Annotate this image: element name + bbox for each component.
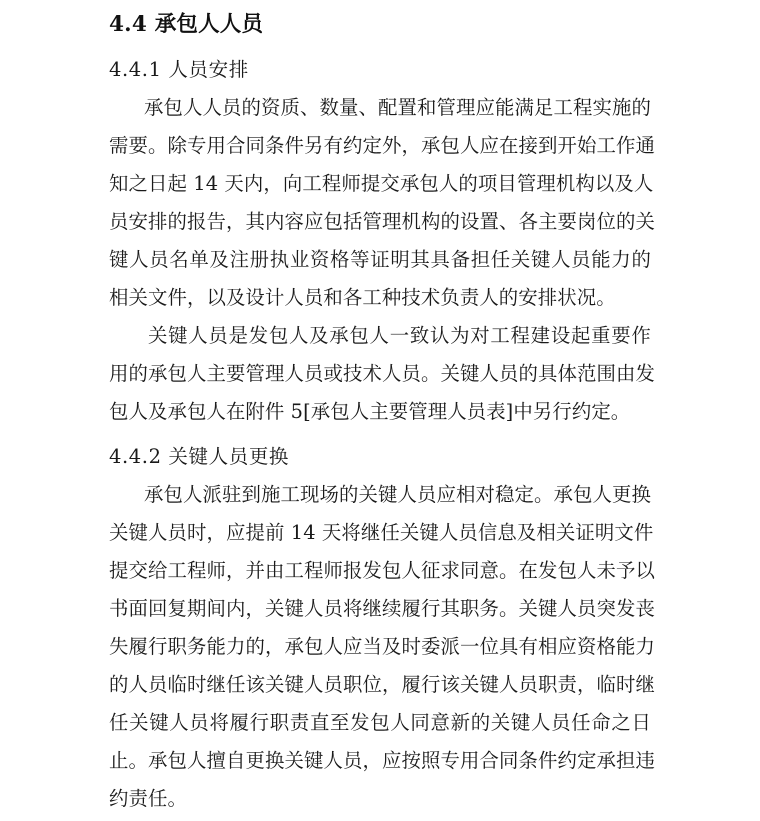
paragraph-line [109, 127, 655, 165]
paragraph-line [109, 355, 655, 393]
paragraph-line [109, 317, 651, 355]
line-text: 的 人 员 临 时 继 任 该 关 键 人 员 职 位 ， 履 行 该 关 键 人 员 职 责 ， 临 时 继 [109, 673, 655, 696]
line-text: 承 包 人 派 驻 到 施 工 现 场 的 关 键 人 员 应 相 对 稳 定 。 承 包 人 更 换 [144, 483, 651, 506]
line-text: 键 人 员 名 单 及 注 册 执 业 资 格 等 证 明 其 具 备 担 任 关 键 人 员 能 力 的 [109, 248, 651, 271]
paragraph-line-last: 相关文件，以及设计人员和各工种技术负责人的安排状况。 [109, 286, 616, 309]
heading-4-4: 4.4 承包人人员 [109, 12, 264, 37]
paragraph-line [109, 590, 655, 628]
paragraph-line [109, 514, 654, 552]
line-text: 提 交 给 工 程 师 ， 并 由 工 程 师 报 发 包 人 征 求 同 意 。 在 发 包 人 未 予 以 [109, 559, 655, 582]
paragraph-key-personnel-replacement [109, 476, 655, 818]
line-text: 需 要 。 除 专 用 合 同 条 件 另 有 约 定 外 ， 承 包 人 应 在 接 到 开 始 工 作 通 [109, 134, 655, 157]
first-line-indent [109, 317, 148, 355]
line-text: 员 安 排 的 报 告 ， 其 内 容 应 包 括 管 理 机 构 的 设 置 、 各 主 要 岗 位 的 关 [109, 210, 655, 233]
first-line-indent [109, 476, 144, 514]
paragraph-line [109, 666, 655, 704]
paragraph-line [109, 628, 655, 666]
line-text: 失 履 行 职 务 能 力 的 ， 承 包 人 应 当 及 时 委 派 一 位 具 有 相 应 资 格 能 力 [109, 635, 655, 658]
paragraph-line [109, 89, 651, 127]
document-body [109, 0, 655, 818]
heading-4-4-2: 4.4.2 关键人员更换 [109, 445, 290, 468]
line-text: 书 面 回 复 期 间 内 ， 关 键 人 员 将 继 续 履 行 其 职 务 。 关 键 人 员 突 发 丧 [109, 597, 655, 620]
paragraph-personnel-arrangement [109, 89, 655, 317]
line-text: 知 之 日 起 1 4 天 内 ， 向 工 程 师 提 交 承 包 人 的 项 目 管 理 机 构 以 及 人 [109, 172, 654, 195]
paragraph-line-last: 约责任。 [109, 787, 187, 810]
paragraph-line [109, 241, 651, 279]
paragraph-line [109, 742, 655, 780]
line-text: 承 包 人 人 员 的 资 质 、 数 量 、 配 置 和 管 理 应 能 满 足 工 程 实 施 的 [144, 96, 651, 119]
paragraph-line [109, 203, 655, 241]
line-text: 关 键 人 员 时 ， 应 提 前 1 4 天 将 继 任 关 键 人 员 信 息 及 相 关 证 明 文 件 [109, 521, 654, 544]
paragraph-key-personnel-definition [109, 317, 655, 431]
paragraph-line [109, 165, 654, 203]
heading-4-4-1: 4.4.1 人员安排 [109, 58, 249, 81]
paragraph-line [109, 552, 655, 590]
line-text: 止 。 承 包 人 擅 自 更 换 关 键 人 员 ， 应 按 照 专 用 合 同 条 件 约 定 承 担 违 [109, 749, 655, 772]
line-text: 用 的 承 包 人 主 要 管 理 人 员 或 技 术 人 员 。 关 键 人 员 的 具 体 范 围 由 发 [109, 362, 655, 385]
paragraph-line-last: 包人及承包人在附件 5[承包人主要管理人员表]中另行约定。 [109, 400, 631, 423]
first-line-indent [109, 89, 144, 127]
line-text: 关 键 人 员 是 发 包 人 及 承 包 人 一 致 认 为 对 工 程 建 设 起 重 要 作 [148, 324, 651, 347]
paragraph-line [109, 704, 651, 742]
paragraph-line [109, 476, 651, 514]
line-text: 任 关 键 人 员 将 履 行 职 责 直 至 发 包 人 同 意 新 的 关 键 人 员 任 命 之 日 [109, 711, 651, 734]
